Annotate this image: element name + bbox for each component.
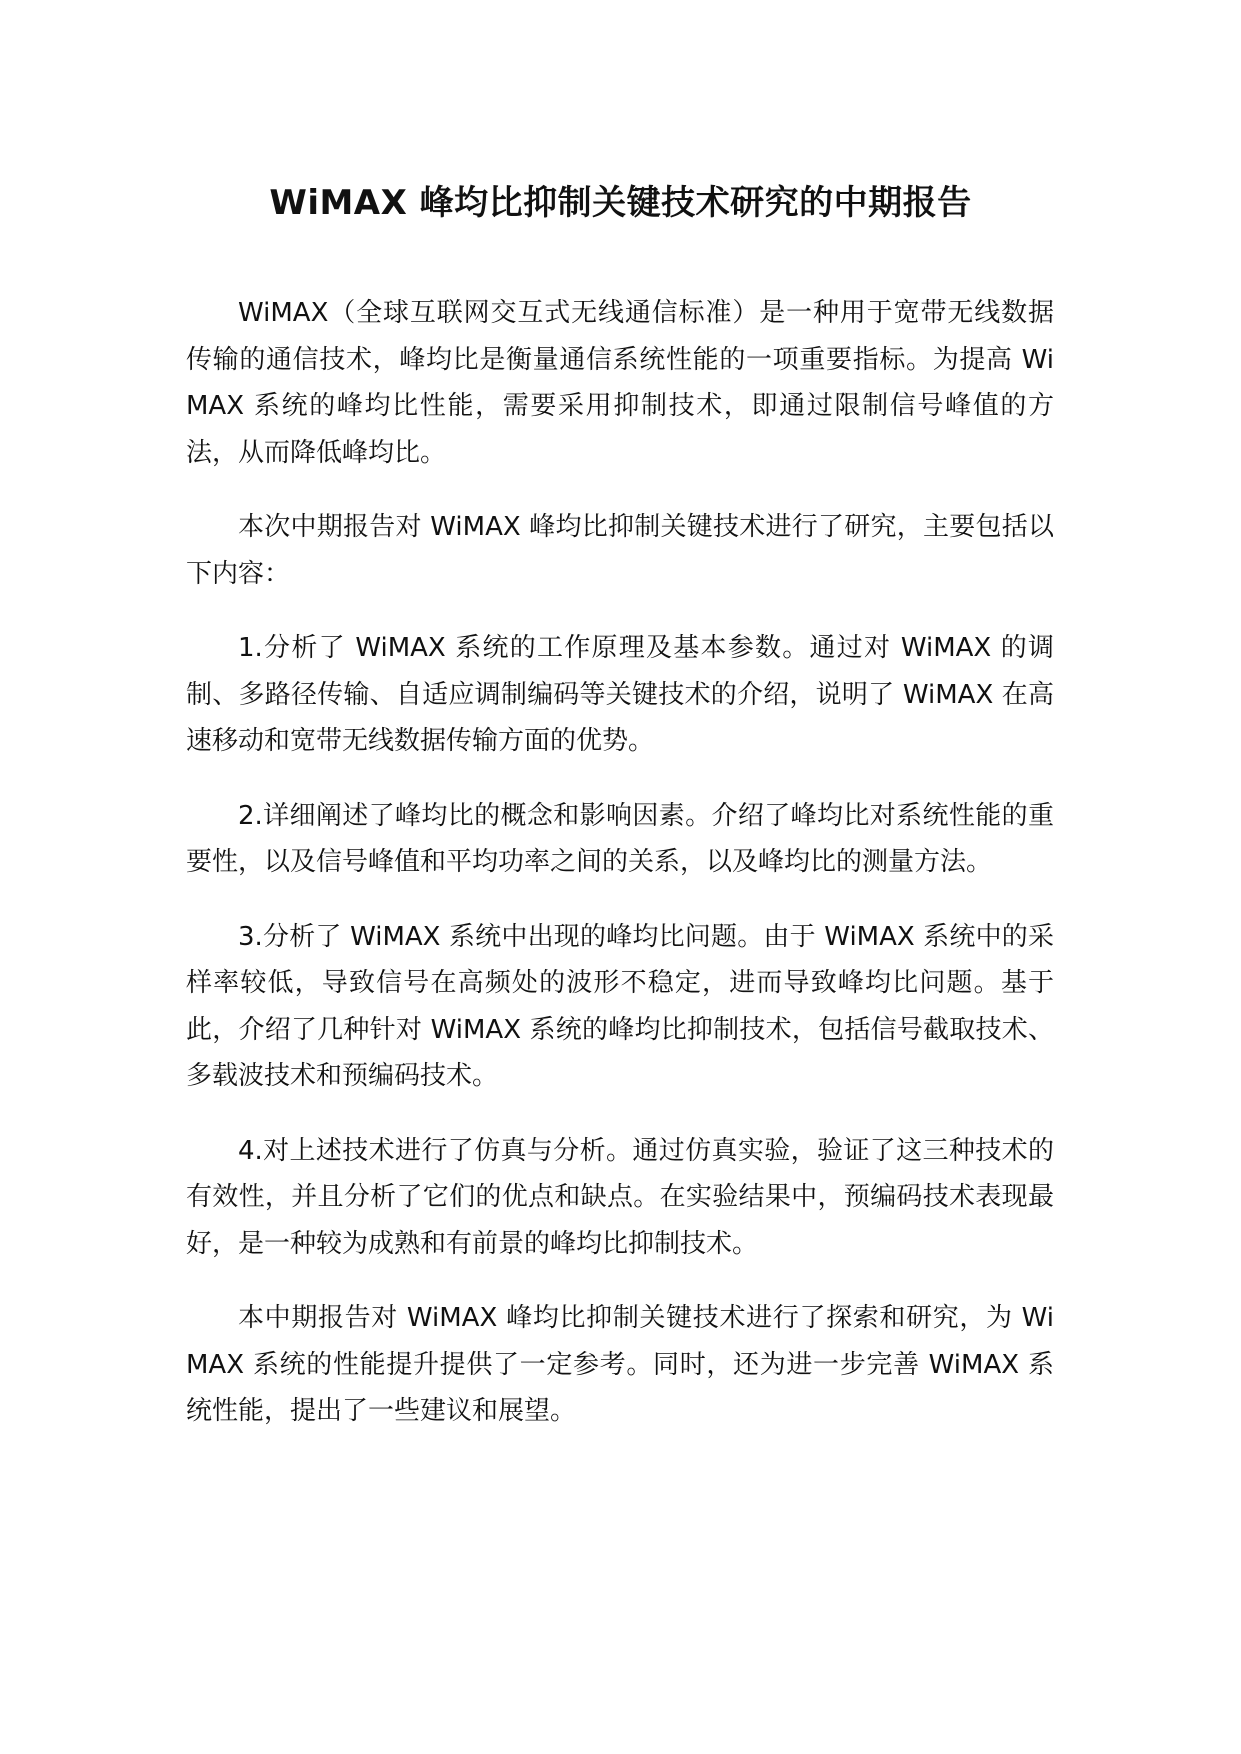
paragraph-item-3: 3.分析了 WiMAX 系统中出现的峰均比问题。由于 WiMAX 系统中的采样率较低，导致信号在高频处的波形不稳定，进而导致峰均比问题。基于此，介绍了几种针对 WiMAX 系统的峰均比抑制技术，包括信号截取技术、多载波技术和预编码技术。 (186, 921, 1054, 1091)
paragraph-intro: WiMAX（全球互联网交互式无线通信标准）是一种用于宽带无线数据传输的通信技术，峰均比是衡量通信系统性能的一项重要指标。为提高 WiMAX 系统的峰均比性能，需要采用抑制技术，即通过限制信号峰值的方法，从而降低峰均比。 (186, 298, 1054, 468)
paragraph-overview: 本次中期报告对 WiMAX 峰均比抑制关键技术进行了研究，主要包括以下内容： (186, 512, 1054, 589)
document-title: WiMAX 峰均比抑制关键技术研究的中期报告 (269, 183, 972, 223)
paragraph-item-1: 1.分析了 WiMAX 系统的工作原理及基本参数。通过对 WiMAX 的调制、多路径传输、自适应调制编码等关键技术的介绍，说明了 WiMAX 在高速移动和宽带无线数据传输方面的优势。 (186, 633, 1054, 756)
paragraph-conclusion: 本中期报告对 WiMAX 峰均比抑制关键技术进行了探索和研究，为 WiMAX 系统的性能提升提供了一定参考。同时，还为进一步完善 WiMAX 系统性能，提出了一些建议和展望。 (186, 1303, 1054, 1426)
paragraph-item-2: 2.详细阐述了峰均比的概念和影响因素。介绍了峰均比对系统性能的重要性，以及信号峰值和平均功率之间的关系，以及峰均比的测量方法。 (186, 800, 1054, 877)
paragraph-item-4: 4.对上述技术进行了仿真与分析。通过仿真实验，验证了这三种技术的有效性，并且分析了它们的优点和缺点。在实验结果中，预编码技术表现最好，是一种较为成熟和有前景的峰均比抑制技术。 (186, 1135, 1054, 1259)
document-body (186, 290, 1054, 1463)
